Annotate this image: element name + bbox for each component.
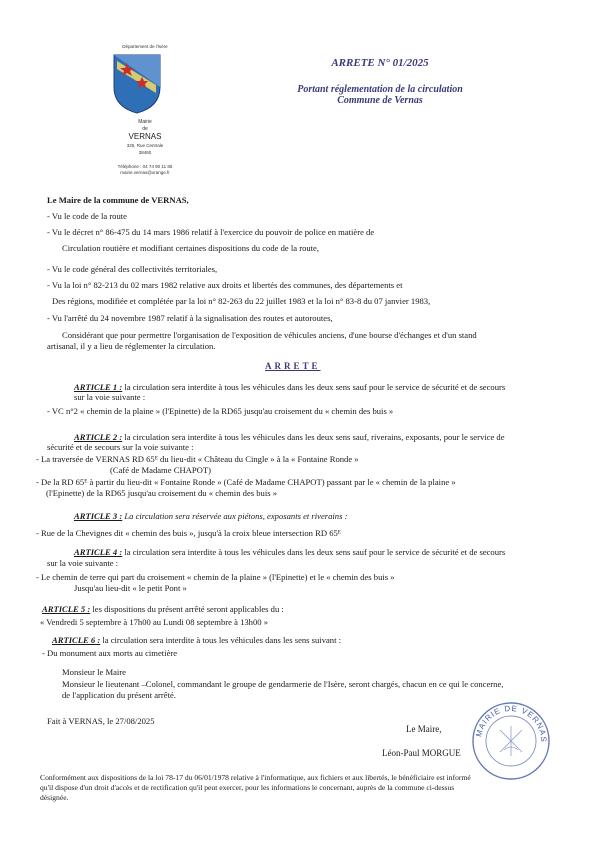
- article-4-item: - Le chemin de terre qui part du croisement « chemin de la plaine » (l'Epinette) et le « chemin des buis »: [36, 572, 395, 582]
- official-stamp-icon: [470, 700, 552, 782]
- closing-3: de l'application du présent arrêté.: [62, 690, 176, 700]
- vu-1: - Vu le code de la route: [47, 211, 127, 221]
- article-6-label: ARTICLE 6 :: [52, 635, 101, 645]
- article-2: [74, 432, 505, 442]
- arrete-heading: ARRETE: [265, 361, 321, 371]
- article-2-item-2b: (l'Epinette) de la RD65 jusqu'au croisement du « chemin des buis »: [46, 488, 278, 498]
- vu-4b: Des régions, modifiée et complétée par la loi n° 82-263 du 22 juillet 1983 et la loi n° 83-8 du 07 janvier 1983,: [52, 296, 431, 306]
- department-label: Département de l'Isère: [122, 44, 168, 49]
- postcode: 38460: [138, 150, 152, 155]
- footer-3: désignée.: [40, 793, 69, 802]
- article-2-text2: sécurité et de secours sur la voie suivante :: [47, 442, 194, 452]
- article-1: [74, 382, 505, 392]
- considerant-1: Considérant que pour permettre l'organisation de l'exposition de véhicules anciens, d'une bourse d'échanges et d'un stand: [62, 330, 477, 340]
- article-6-text: la circulation sera interdite à tous les véhicules dans les sens suivant :: [100, 635, 342, 645]
- article-6: [52, 635, 341, 645]
- article-3-item: - Rue de la Chevignes dit « chemin des buis », jusqu'à la croix bleue intersection RD 65ᴱ: [36, 528, 341, 538]
- arrete-number: ARRETE N° 01/2025: [331, 57, 429, 69]
- footer-1: Conformément aux dispositions de la loi 78-17 du 06/01/1978 relative à l'informatique, aux fichiers et aux libertés, le bénéficiaire est informé: [40, 773, 471, 782]
- article-5: [42, 604, 284, 614]
- vu-3: - Vu le code général des collectivités territoriales,: [47, 264, 218, 274]
- article-5-item: « Vendredi 5 septembre à 17h00 au Lundi 08 septembre à 13h00 »: [40, 617, 268, 627]
- article-4: [74, 547, 505, 557]
- title-line2: Commune de Vernas: [337, 95, 423, 106]
- vu-2a: - Vu le décret n° 86-475 du 14 mars 1986 relatif à l'exercice du pouvoir de police en matière de: [47, 227, 375, 237]
- de-label: de: [142, 126, 148, 132]
- article-1-text: la circulation sera interdite à tous les véhicules dans les deux sens sauf pour le service de sécurité et de secours: [122, 382, 506, 392]
- article-3: [74, 511, 347, 521]
- article-2-item-1b: (Café de Madame CHAPOT): [110, 465, 211, 475]
- mairie-label: Mairie: [138, 119, 152, 125]
- article-1-text2: sur la voie suivante :: [74, 392, 146, 402]
- article-1-label: ARTICLE 1 :: [74, 382, 123, 392]
- article-2-text: la circulation sera interdite à tous les véhicules dans les deux sens sauf, riverains, exposants, pour le service de: [122, 432, 505, 442]
- intro-lead: Le Maire de la commune de VERNAS,: [47, 195, 189, 205]
- article-4-text2: sur la voie suivante :: [47, 558, 119, 568]
- article-2-label: ARTICLE 2 :: [74, 432, 123, 442]
- article-2-item-2: - De la RD 65ᴱ à partir du lieu-dit « Fontaine Ronde » (Café de Madame CHAPOT) passant par le « chemin de la plaine »: [36, 477, 456, 487]
- place-date: Fait à VERNAS, le 27/08/2025: [47, 716, 155, 726]
- address: 325, Rue Centrale: [126, 143, 164, 148]
- stamp-text: MAIRIE DE VERNAS: [474, 703, 549, 743]
- article-6-item: - Du monument aux morts au cimetière: [42, 648, 178, 658]
- vu-2b: Circulation routière et modifiant certaines dispositions du code de la route,: [62, 243, 320, 253]
- article-3-text: La circulation sera réservée aux piétons, exposants et riverains :: [122, 511, 348, 521]
- closing-2: Monsieur le lieutenant –Colonel, commandant le groupe de gendarmerie de l'Isère, seront chargés, chacun en ce qui le concerne,: [62, 679, 504, 689]
- article-4-label: ARTICLE 4 :: [74, 547, 123, 557]
- title-line1: Portant réglementation de la circulation: [297, 84, 463, 95]
- coat-of-arms-icon: [112, 53, 162, 115]
- closing-1: Monsieur le Maire: [62, 667, 126, 677]
- article-4-item-b: Jusqu'au lieu-dit « le petit Pont »: [74, 583, 187, 593]
- commune-name: VERNAS: [128, 132, 162, 141]
- article-3-label: ARTICLE 3 :: [74, 511, 123, 521]
- article-1-item: - VC n°2 « chemin de la plaine » (l'Epinette) de la RD65 jusqu'au croisement du « chemin des buis »: [47, 406, 394, 416]
- phone: Téléphone : 04 74 90 11 85: [117, 164, 173, 169]
- article-2-item-1: - La traversée de VERNAS RD 65ᴱ du lieu-dit « Château du Cingle » à la « Fontaine Ronde »: [36, 454, 359, 464]
- email: mairie.vernas@orange.fr: [120, 170, 170, 175]
- article-5-text: les dispositions du présent arrêté seront applicables du :: [90, 604, 284, 614]
- vu-4a: - Vu la loi n° 82-213 du 02 mars 1982 relative aux droits et libertés des communes, des départements et: [47, 280, 403, 290]
- signatory-role: Le Maire,: [406, 724, 442, 734]
- signatory-name: Léon-Paul MORGUE: [382, 748, 461, 758]
- considerant-2: artisanal, il y a lieu de réglementer la circulation.: [47, 341, 216, 351]
- vu-5: - Vu l'arrêté du 24 novembre 1987 relatif à la signalisation des routes et autoroutes,: [47, 313, 333, 323]
- footer-2: qu'il dispose d'un droit d'accès et de rectification qu'il peut exercer, pour les informations le concernant, auprès de la commune ci-dessus: [40, 783, 455, 792]
- article-5-label: ARTICLE 5 :: [42, 604, 91, 614]
- article-4-text: la circulation sera interdite à tous les véhicules dans les deux sens sauf pour le service de sécurité et de secours: [122, 547, 506, 557]
